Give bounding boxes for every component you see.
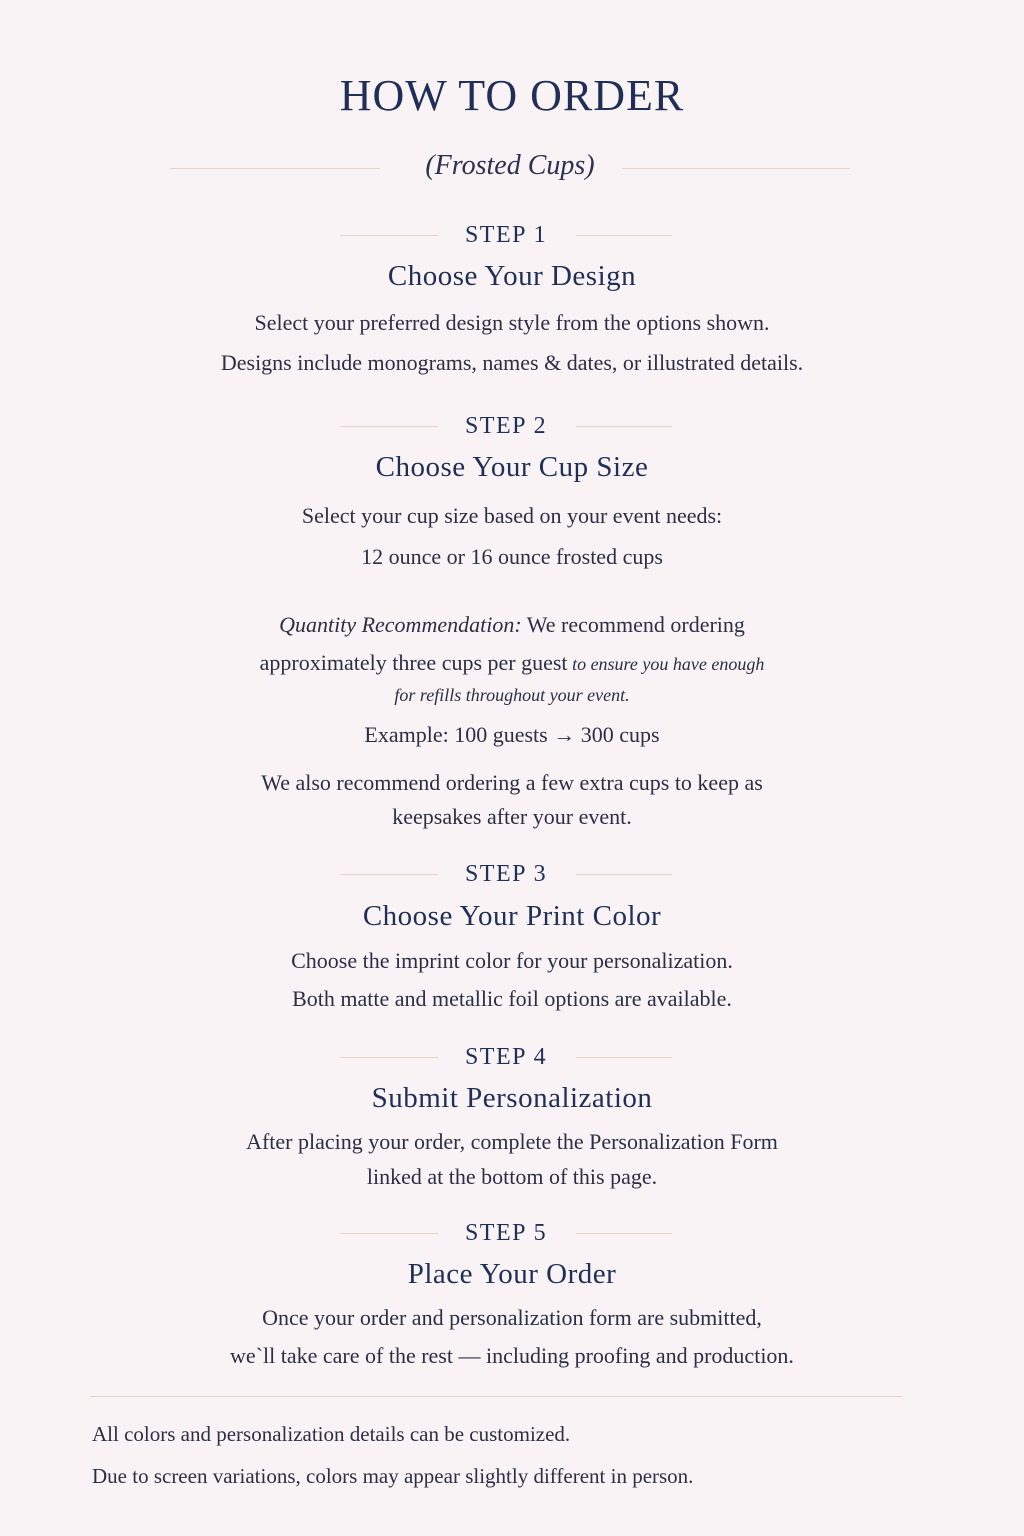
step-3-text-line-1: Choose the imprint color for your personalization.	[291, 948, 733, 973]
keepsake-recommendation-line-1: We also recommend ordering a few extra cups to keep as	[261, 770, 763, 795]
step-divider-right	[576, 1057, 672, 1058]
keepsake-recommendation-line-2: keepsakes after your event.	[392, 804, 632, 829]
subtitle-row	[170, 148, 850, 188]
step-2-title: Choose Your Cup Size	[375, 451, 649, 483]
quantity-recommendation-note: to ensure you have enough	[567, 654, 765, 674]
quantity-example: Example: 100 guests → 300 cups	[364, 722, 660, 747]
quantity-recommendation-lead: Quantity Recommendation:	[279, 612, 522, 637]
footer-note-screen-variation: Due to screen variations, colors may appear slightly different in person.	[92, 1464, 694, 1488]
step-5-text-line-2: we`ll take care of the rest — including proofing and production.	[230, 1343, 794, 1368]
step-4-text-line-1: After placing your order, complete the Personalization Form	[246, 1129, 778, 1154]
step-4-title: Submit Personalization	[371, 1082, 653, 1114]
step-5-text-line-1: Once your order and personalization form are submitted,	[262, 1305, 762, 1330]
quantity-recommendation-text: We recommend ordering	[521, 612, 745, 637]
step-1-header	[340, 222, 672, 252]
step-4-text-line-2: linked at the bottom of this page.	[366, 1164, 658, 1189]
footer-note-customization: All colors and personalization details can be customized.	[92, 1422, 571, 1446]
step-5-header	[340, 1220, 672, 1250]
step-divider-right	[576, 426, 672, 427]
step-5-label: STEP 5	[464, 1220, 548, 1246]
page-subtitle: (Frosted Cups)	[425, 150, 595, 181]
step-2-text-line-2: 12 ounce or 16 ounce frosted cups	[361, 544, 663, 569]
step-1-label: STEP 1	[464, 222, 548, 248]
step-divider-right	[576, 235, 672, 236]
quantity-recommendation-line-1	[0, 612, 1024, 638]
step-3-label: STEP 3	[464, 861, 548, 887]
step-1-text-line-1: Select your preferred design style from the options shown.	[254, 310, 770, 335]
quantity-recommendation-emphasis: approximately three cups per guest	[259, 650, 568, 675]
quantity-recommendation-line-3: for refills throughout your event.	[394, 685, 630, 705]
step-divider-right	[576, 1233, 672, 1234]
step-1-title: Choose Your Design	[387, 260, 637, 292]
step-3-text-line-2: Both matte and metallic foil options are available.	[292, 986, 732, 1011]
step-divider-right	[576, 874, 672, 875]
step-5-title: Place Your Order	[407, 1258, 617, 1290]
step-2-label: STEP 2	[464, 413, 548, 439]
step-4-label: STEP 4	[464, 1044, 548, 1070]
step-2-text-line-1: Select your cup size based on your event needs:	[301, 503, 723, 528]
footer-divider	[90, 1396, 902, 1397]
subtitle-divider-right	[622, 168, 850, 169]
step-2-header	[340, 413, 672, 443]
step-4-header	[340, 1044, 672, 1074]
page-title: HOW TO ORDER	[339, 71, 685, 120]
step-1-text-line-2: Designs include monograms, names & dates, or illustrated details.	[220, 350, 804, 375]
quantity-recommendation-line-2	[0, 650, 1024, 676]
step-3-title: Choose Your Print Color	[362, 900, 662, 932]
step-3-header	[340, 861, 672, 891]
